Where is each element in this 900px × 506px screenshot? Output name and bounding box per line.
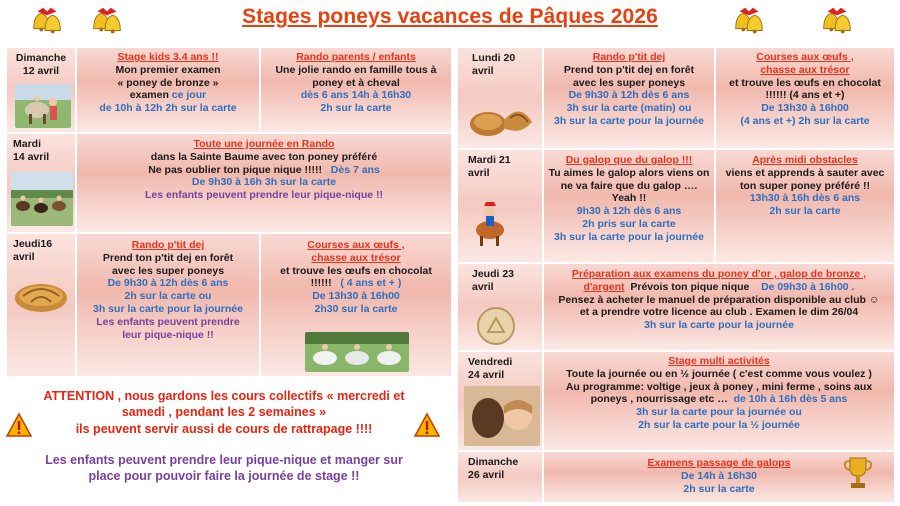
date-cell-tuesday-14: Mardi 14 avril <box>7 134 75 232</box>
easter-bells-icon <box>28 2 66 40</box>
easter-bells-icon <box>730 2 768 40</box>
activity-rando-ptit-dej-16: Rando p'tit dej Prend ton p'tit dej en forêt avec les super poneys De 9h30 à 12h dès 6 ans 2h sur la carte ou 3h sur la carte pour la journée Les enfants peuvent prendre leur pique-nique !! <box>77 234 259 376</box>
page-title: Stages poneys vacances de Pâques 2026 <box>242 5 658 28</box>
date-cell-sunday-26: Dimanche 26 avril <box>458 452 542 502</box>
photo-kids-horses <box>305 332 409 372</box>
activity-preparation-examens: Préparation aux examens du poney d'or , galop de bronze , d'argent Prévois ton pique nique De 09h30 à 16h00 . Pensez à acheter le manuel de préparation disponible au club ☺ et a prendre votre licence au club . Examen le dim 26/04 3h sur la carte pour la journée <box>544 264 894 350</box>
date-cell-thursday-16: Jeudi16 avril <box>7 234 75 376</box>
cartoon-horse-rider <box>468 196 512 248</box>
activity-rando-parents: Rando parents / enfants Une jolie rando en famille tous à poney et à cheval dès 6 ans 14h à 16h30 2h sur la carte <box>261 48 451 132</box>
date-cell-sunday-12: Dimanche 12 avril <box>7 48 75 132</box>
date-cell-friday-24: Vendredi 24 avril <box>458 352 542 450</box>
warning-icon <box>6 412 32 438</box>
date-cell-monday-20: Lundi 20 avril <box>458 48 542 148</box>
activity-multi-activites: Stage multi activités Toute la journée ou en ½ journée ( c'est comme vous voulez ) Au programme: voltige , jeux à poney , mini ferme , soins aux poneys , nourrissage etc … de 10h à 16h dès 5 ans 3h sur la carte pour la journée ou 2h sur la carte pour la ½ journée <box>544 352 894 450</box>
easter-bells-icon <box>88 2 126 40</box>
date-cell-thursday-23: Jeudi 23 avril <box>458 264 542 350</box>
croissant-image <box>11 272 71 318</box>
date-cell-tuesday-21: Mardi 21 avril <box>458 150 542 262</box>
activity-courses-oeufs-20: Courses aux œufs , chasse aux trésor et trouve les œufs en chocolat !!!!!! (4 ans et +) De 13h30 à 16h00 (4 ans et +) 2h sur la carte <box>716 48 894 148</box>
photo-rando-group <box>11 172 73 226</box>
croissant-image <box>466 92 536 144</box>
photo-kids-ponies <box>15 84 71 128</box>
activity-examens-galops: Examens passage de galops De 14h à 16h30 2h sur la carte <box>544 452 894 502</box>
warning-icon <box>414 412 440 438</box>
activity-journee-rando: Toute une journée en Rando dans la Sainte Baume avec ton poney préféré Ne pas oublier ton pique nique !!!!! Dès 7 ans De 9h30 à 16h 3h sur la carte Les enfants peuvent prendre leur pique-nique !! <box>77 134 451 232</box>
activity-stage-kids: Stage kids 3.4 ans !! Mon premier examen « poney de bronze » examen ce jour de 10h à 12h 2h sur la carte <box>77 48 259 132</box>
activity-courses-oeufs-16: Courses aux œufs , chasse aux trésor et trouve les œufs en chocolat !!!!!! ( 4 ans et + ) De 13h30 à 16h00 2h30 sur la carte <box>261 234 451 376</box>
kids-picnic-notice: Les enfants peuvent prendre leur pique-nique et manger sur place pour pouvoir faire la journée de stage !! <box>45 453 403 484</box>
photo-child-pony <box>464 386 540 446</box>
activity-obstacles: Après midi obstacles viens et apprends à sauter avec ton super poney préféré !! 13h30 à 16h dès 6 ans 2h sur la carte <box>716 150 894 262</box>
attention-notice: ATTENTION , nous gardons les cours collectifs « mercredi et samedi , pendant les 2 semaines » ils peuvent servir aussi de cours de rattrapage !!!! <box>43 389 405 436</box>
medal-icon <box>476 306 516 346</box>
easter-bells-icon <box>818 2 856 40</box>
activity-rando-ptit-dej-20: Rando p'tit dej Prend ton p'tit dej en forêt avec les super poneys De 9h30 à 12h dès 6 ans 3h sur la carte (matin) ou 3h sur la carte pour la journée <box>544 48 714 148</box>
activity-galop: Du galop que du galop !!! Tu aimes le galop alors viens on ne va faire que du galop …. Yeah !! 9h30 à 12h dès 6 ans 2h pris sur la carte 3h sur la carte pour la journée <box>544 150 714 262</box>
trophy-icon <box>843 454 873 492</box>
